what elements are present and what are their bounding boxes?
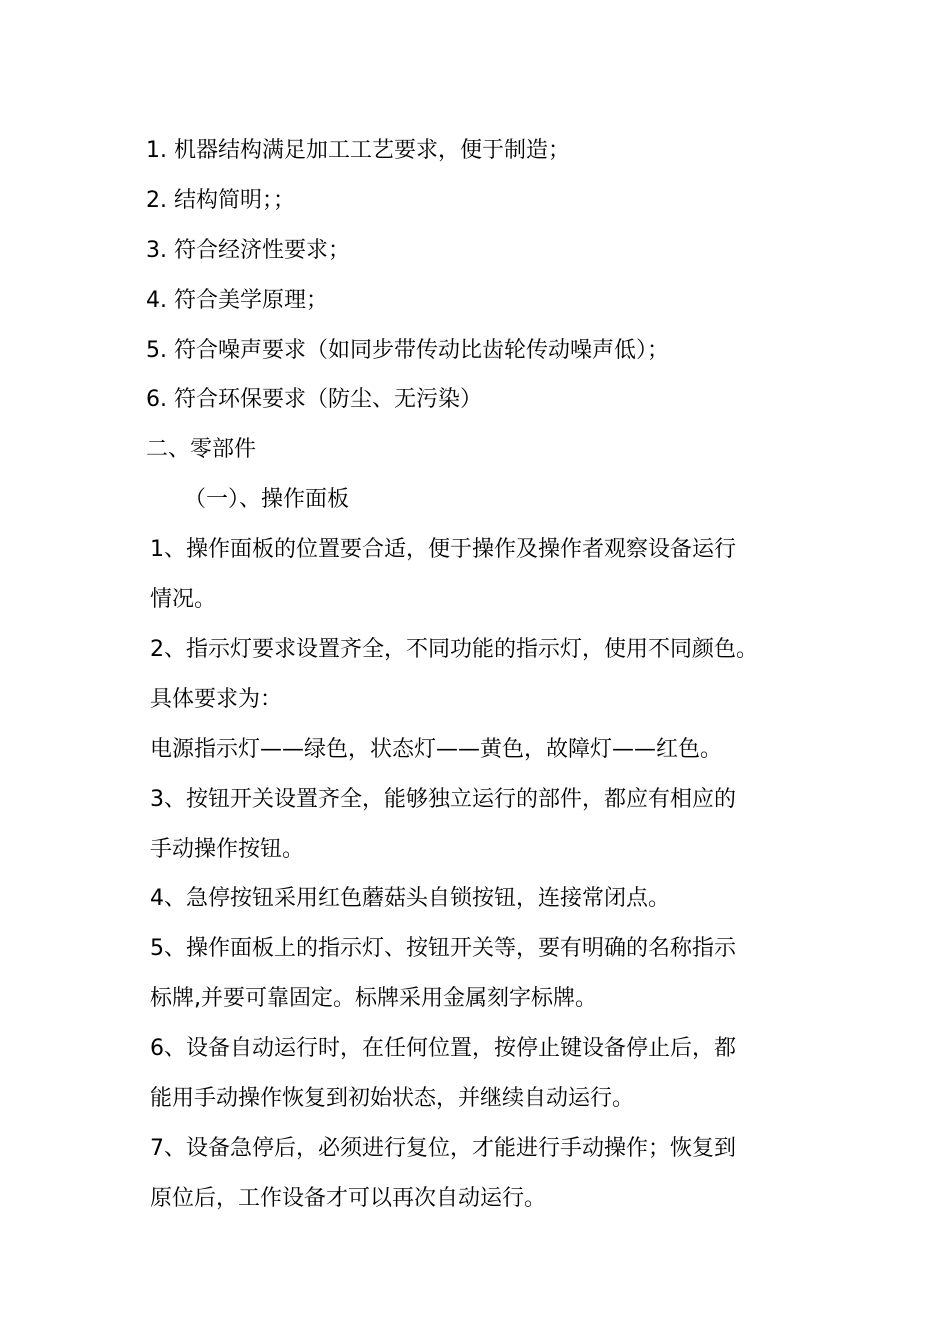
panel-item-2-continued: 具体要求为： bbox=[150, 687, 283, 712]
requirement-item-6: 6. 符合环保要求（防尘、无污染） bbox=[146, 387, 482, 412]
panel-item-6-continued: 能用手动操作恢复到初始状态，并继续自动运行。 bbox=[150, 1086, 635, 1111]
requirement-item-5: 5. 符合噪声要求（如同步带传动比齿轮传动噪声低）； bbox=[146, 338, 669, 363]
requirement-item-3: 3. 符合经济性要求； bbox=[146, 238, 350, 263]
panel-item-5: 5、操作面板上的指示灯、按钮开关等，要有明确的名称指示 bbox=[150, 936, 736, 961]
panel-item-1: 1、操作面板的位置要合适，便于操作及操作者观察设备运行 bbox=[150, 537, 736, 562]
subsection-heading: （一）、操作面板 bbox=[184, 487, 350, 512]
section-heading: 二、零部件 bbox=[146, 437, 257, 462]
panel-item-2-colors: 电源指示灯——绿色，状态灯——黄色，故障灯——红色。 bbox=[150, 737, 723, 762]
panel-item-1-continued: 情况。 bbox=[150, 587, 217, 612]
panel-item-6: 6、设备自动运行时，在任何位置，按停止键设备停止后，都 bbox=[150, 1036, 736, 1061]
panel-item-2: 2、指示灯要求设置齐全，不同功能的指示灯，使用不同颜色。 bbox=[150, 637, 758, 662]
requirement-item-2: 2. 结构简明；； bbox=[146, 188, 295, 213]
panel-item-3-continued: 手动操作按钮。 bbox=[150, 837, 305, 862]
panel-item-4: 4、急停按钮采用红色蘑菇头自锁按钮，连接常闭点。 bbox=[150, 886, 670, 911]
panel-item-7-continued: 原位后，工作设备才可以再次自动运行。 bbox=[150, 1186, 547, 1211]
panel-item-5-continued: 标牌,并要可靠固定。标牌采用金属刻字标牌。 bbox=[150, 986, 597, 1011]
requirement-item-4: 4. 符合美学原理； bbox=[146, 288, 328, 313]
panel-item-3: 3、按钮开关设置齐全，能够独立运行的部件，都应有相应的 bbox=[150, 787, 736, 812]
panel-item-7: 7、设备急停后，必须进行复位，才能进行手动操作；恢复到 bbox=[150, 1136, 736, 1161]
requirement-item-1: 1. 机器结构满足加工工艺要求，便于制造； bbox=[146, 138, 570, 163]
